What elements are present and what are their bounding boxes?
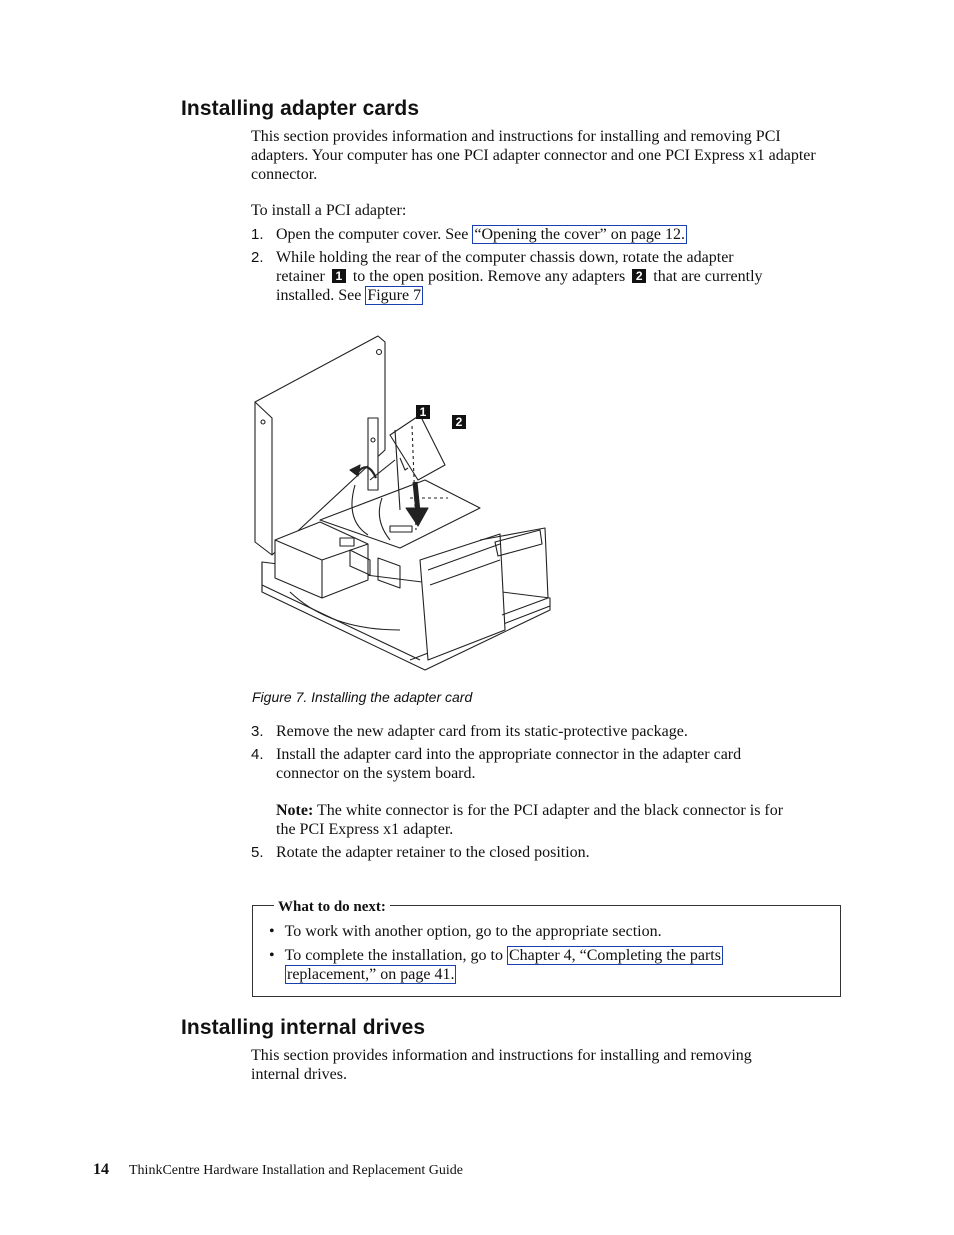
step-4-note — [276, 801, 783, 820]
step-number: 2. — [251, 249, 264, 266]
book-title: ThinkCentre Hardware Installation and Replacement Guide — [129, 1163, 463, 1178]
install-lead: To install a PCI adapter: — [251, 202, 407, 219]
step-text — [276, 745, 783, 839]
step-number: 1. — [251, 226, 264, 243]
bullet-icon: • — [269, 947, 275, 964]
step-text — [276, 248, 763, 305]
figure-caption: Figure 7. Installing the adapter card — [252, 689, 473, 705]
step-text: Rotate the adapter retainer to the closed position. — [276, 844, 590, 861]
note-text-1: The white connector is for the PCI adapter and the black connector is for — [313, 802, 784, 819]
intro-text: This section provides information and instructions for installing and removing PCI adapters. Your computer has one PCI adapter connector and one PCI Express x1 adapter connector. — [251, 128, 816, 183]
opening-cover-link[interactable]: “Opening the cover” on page 12. — [474, 226, 685, 243]
section-title-internal-drives: Installing internal drives — [181, 1016, 426, 1039]
bullet-icon: • — [269, 923, 275, 940]
step-2-text-b: to the open position. Remove any adapters — [348, 268, 630, 285]
next-item-2-text: To complete the installation, go to — [284, 947, 507, 964]
figure-callout-1: 1 — [416, 405, 430, 419]
figure-callout-2: 2 — [452, 415, 466, 429]
page-number: 14 — [93, 1161, 109, 1178]
step-4-note-line-2: the PCI Express x1 adapter. — [276, 821, 454, 838]
step-2-text-c: that are currently — [649, 268, 763, 285]
step-4-line-2: connector on the system board. — [276, 765, 476, 782]
step-2-line-3 — [276, 286, 763, 305]
section-2-intro — [251, 1046, 752, 1084]
step-2-line-2 — [276, 267, 763, 286]
step-number: 4. — [251, 746, 264, 763]
figure-7-link[interactable]: Figure 7 — [367, 287, 422, 304]
section-2-line-1: This section provides information and instructions for installing and removing — [251, 1047, 752, 1064]
next-item-1-text: To work with another option, go to the appropriate section. — [284, 923, 662, 940]
step-2-line-1: While holding the rear of the computer chassis down, rotate the adapter — [276, 249, 734, 266]
chapter-4-link-cont[interactable]: replacement,” on page 41. — [287, 966, 455, 983]
next-item-2 — [269, 946, 723, 965]
step-1-text: Open the computer cover. See — [276, 226, 473, 243]
step-2-text-a: retainer — [276, 268, 329, 285]
callout-1-icon: 1 — [332, 269, 346, 283]
section-2-line-2: internal drives. — [251, 1066, 347, 1083]
section-title-adapter-cards: Installing adapter cards — [181, 97, 420, 120]
next-item-1 — [269, 922, 662, 941]
what-to-do-next-title: What to do next: — [274, 899, 390, 916]
chapter-4-link[interactable]: Chapter 4, “Completing the parts — [509, 947, 721, 964]
section-intro — [251, 127, 841, 184]
step-number: 3. — [251, 723, 264, 740]
next-item-2-cont — [285, 965, 456, 984]
step-2-text-d: installed. See — [276, 287, 366, 304]
step-text — [276, 225, 687, 244]
adapter-card-illustration — [250, 330, 555, 680]
note-label: Note: — [276, 802, 314, 819]
step-4-line-1: Install the adapter card into the appropriate connector in the adapter card — [276, 746, 742, 763]
step-text: Remove the new adapter card from its static-protective package. — [276, 723, 688, 740]
step-number: 5. — [251, 844, 264, 861]
callout-2-icon: 2 — [632, 269, 646, 283]
